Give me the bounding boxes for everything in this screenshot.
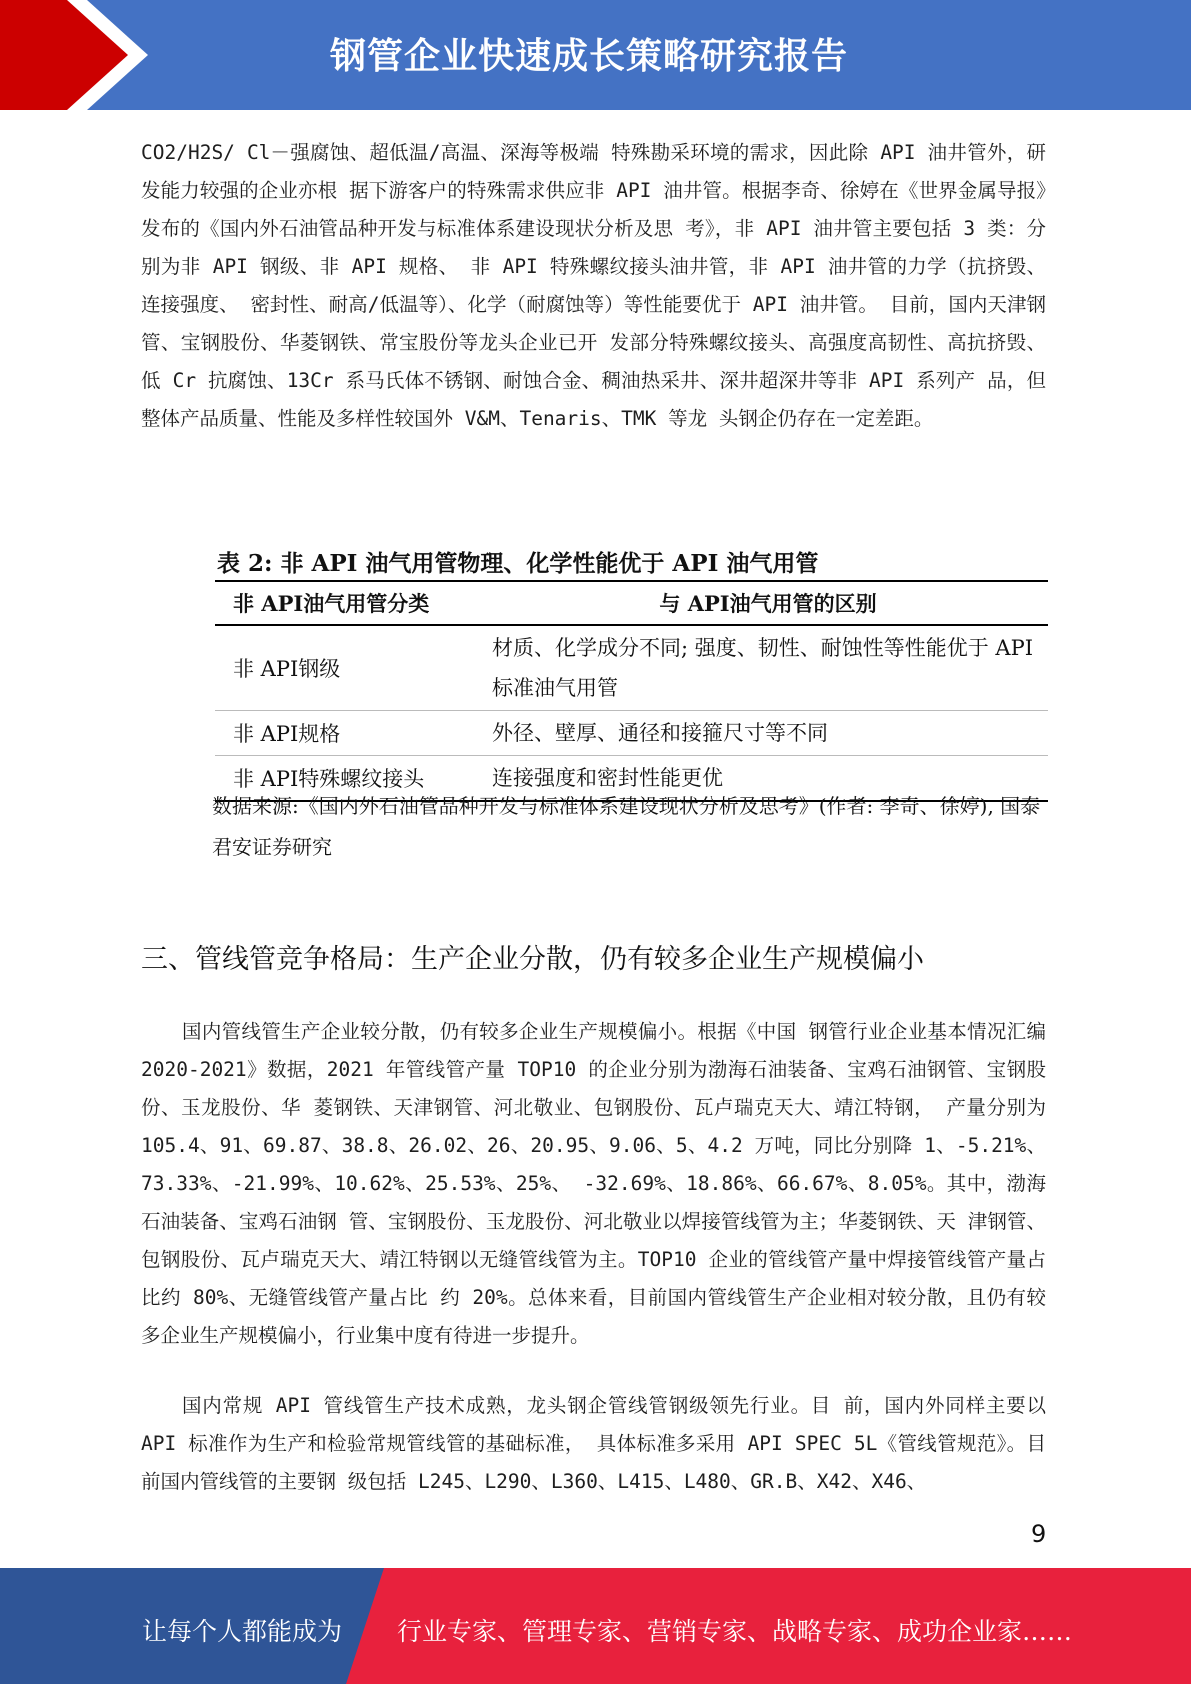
table-header-difference: 与 API油气用管的区别 (488, 581, 1048, 625)
footer-slogan-right: 行业专家、管理专家、营销专家、战略专家、成功企业家…… (397, 1617, 1073, 1646)
table-cell-category: 非 API特殊螺纹接头 (215, 756, 488, 802)
report-title: 钢管企业快速成长策略研究报告 (330, 36, 849, 77)
table-source-note: 数据来源:《国内外石油管品种开发与标准体系建设现状分析及思考》(作者: 李奇、徐婷), 国泰君安证券研究 (212, 794, 1041, 859)
table-cell-difference: 外径、壁厚、通径和接箍尺寸等不同 (488, 711, 1048, 756)
table-cell-category: 非 API规格 (215, 711, 488, 756)
table-header-row (215, 581, 1048, 625)
section-heading: 三、管线管竞争格局：生产企业分散，仍有较多企业生产规模偏小 (141, 944, 924, 975)
footer-slogan-left: 让每个人都能成为 (142, 1617, 343, 1646)
body-paragraph-3: 国内常规 API 管线管生产技术成熟，龙头钢企管线管钢级领先行业。目 前，国内外同样主要以 API 标准作为生产和检验常规管线管的基础标准， 具体标准多采用 API SPEC 5L《管线管规范》。目前国内管线管的主要钢 级包括 L245、L290、L360、L415、L480、GR.B、X42、X46、 (141, 1394, 1046, 1493)
table-caption: 表 2: 非 API 油气用管物理、化学性能优于 API 油气用管 (217, 550, 819, 577)
table-header-category: 非 API油气用管分类 (215, 581, 488, 625)
table-row (215, 711, 1048, 756)
body-paragraph-1: CO2/H2S/ Cl－强腐蚀、超低温/高温、深海等极端 特殊勘采环境的需求，因此除 API 油井管外，研发能力较强的企业亦根 据下游客户的特殊需求供应非 API 油井管。根据李奇、徐婷在《世界金属导报》发布的《国内外石油管品种开发与标准体系建设现状分析及思 考》，非 API 油井管主要包括 3 类：分别为非 API 钢级、非 API 规格、 非 API 特殊螺纹接头油井管，非 API 油井管的力学（抗挤毁、连接强度、 密封性、耐高/低温等）、化学（耐腐蚀等）等性能要优于 API 油井管。 目前，国内天津钢管、宝钢股份、华菱钢铁、常宝股份等龙头企业已开 发部分特殊螺纹接头、高强度高韧性、高抗挤毁、低 Cr 抗腐蚀、13Cr 系马氏体不锈钢、耐蚀合金、稠油热采井、深井超深井等非 API 系列产 品，但整体产品质量、性能及多样性较国外 V&M、Tenaris、TMK 等龙 头钢企仍存在一定差距。 (141, 141, 1046, 430)
header-red-arrow-shape (0, 0, 150, 110)
table-cell-category: 非 API钢级 (215, 625, 488, 711)
comparison-table (215, 580, 1048, 802)
table-row (215, 625, 1048, 711)
page-header (0, 0, 1191, 110)
table-cell-difference: 连接强度和密封性能更优 (488, 756, 1048, 802)
page-number: 9 (1031, 1520, 1047, 1548)
table-cell-difference: 材质、化学成分不同; 强度、韧性、耐蚀性等性能优于 API标准油气用管 (488, 625, 1048, 711)
body-paragraph-2: 国内管线管生产企业较分散，仍有较多企业生产规模偏小。根据《中国 钢管行业企业基本情况汇编 2020-2021》数据，2021 年管线管产量 TOP10 的企业分别为渤海石油装备、宝鸡石油钢管、宝钢股份、玉龙股份、华 菱钢铁、天津钢管、河北敬业、包钢股份、瓦卢瑞克天大、靖江特钢， 产量分别为 105.4、91、69.87、38.8、26.02、26、20.95、9.06、5、4.2 万吨，同比分别降 1、-5.21%、73.33%、-21.99%、10.62%、25.53%、25%、 -32.69%、18.86%、66.67%、8.05%。其中，渤海石油装备、宝鸡石油钢 管、宝钢股份、玉龙股份、河北敬业以焊接管线管为主；华菱钢铁、天 津钢管、包钢股份、瓦卢瑞克天大、靖江特钢以无缝管线管为主。TOP10 企业的管线管产量中焊接管线管产量占比约 80%、无缝管线管产量占比 约 20%。总体来看，目前国内管线管生产企业相对较分散，且仍有较多企业生产规模偏小，行业集中度有待进一步提升。 (141, 1020, 1046, 1347)
